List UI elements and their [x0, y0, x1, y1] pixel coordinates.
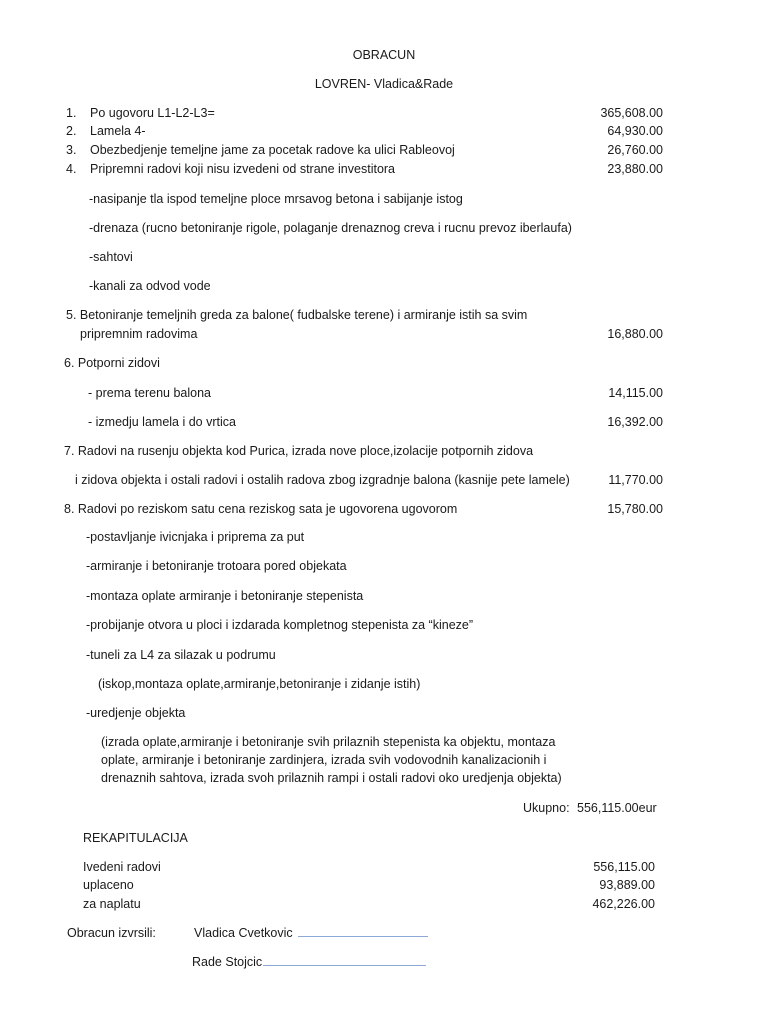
item5-line1: 5. Betoniranje temeljnih greda za balone( fudbalske terene) i armiranje istih sa svim [66, 308, 528, 322]
item-number: 3. [66, 143, 77, 157]
uredjenje-detail: drenaznih sahtova, izrada svoh prilaznih rampi i ostali radovi oko uredjenja objekta) [101, 771, 562, 785]
item-amount: 23,880.00 [607, 162, 663, 176]
item8-sub: -probijanje otvora u ploci i izdarada kompletnog stepenista za “kineze” [86, 618, 474, 632]
recap-amount: 462,226.00 [592, 897, 655, 911]
item8-line1: 8. Radovi po reziskom satu cena reziskog sata je ugovorena ugovorom [64, 502, 458, 516]
signer-name: Vladica Cvetkovic [194, 926, 293, 940]
item-amount: 26,760.00 [607, 143, 663, 157]
recap-label: Ivedeni radovi [83, 860, 161, 874]
item6-sub-amount: 14,115.00 [608, 386, 663, 400]
item6-title: 6. Potporni zidovi [64, 356, 160, 370]
signature-line [263, 965, 426, 966]
recap-title: REKAPITULACIJA [83, 831, 188, 845]
item8-amount: 15,780.00 [607, 502, 663, 516]
recap-amount: 93,889.00 [599, 878, 655, 892]
total-value: 556,115.00eur [577, 801, 657, 815]
item6-sub: - prema terenu balona [88, 386, 211, 400]
recap-label: uplaceno [83, 878, 134, 892]
item8-sub: -armiranje i betoniranje trotoara pored objekata [86, 559, 347, 573]
item7-amount: 11,770.00 [608, 473, 663, 487]
item4-sub: -sahtovi [89, 250, 133, 264]
item-number: 1. [66, 106, 77, 120]
item7-line2: i zidova objekta i ostali radovi i ostalih radova zbog izgradnje balona (kasnije pete lamele) [75, 473, 570, 487]
recap-label: za naplatu [83, 897, 141, 911]
document-subtitle: LOVREN- Vladica&Rade [314, 77, 454, 91]
item4-sub: -drenaza (rucno betoniranje rigole, polaganje drenaznog creva i rucnu prevoz iberlaufa) [89, 221, 572, 235]
item5-amount: 16,880.00 [607, 327, 663, 341]
signature-line [298, 936, 428, 937]
item-amount: 64,930.00 [607, 124, 663, 138]
item-number: 2. [66, 124, 77, 138]
item6-sub-amount: 16,392.00 [607, 415, 663, 429]
item4-sub: -kanali za odvod vode [89, 279, 211, 293]
uredjenje-detail: oplate, armiranje i betoniranje zardinjera, izrada svih vodovodnih kanalizacionih i [101, 753, 547, 767]
item8-sub: -montaza oplate armiranje i betoniranje stepenista [86, 589, 364, 603]
item8-sub: -postavljanje ivicnjaka i priprema za put [86, 530, 305, 544]
item4-sub: -nasipanje tla ispod temeljne ploce mrsavog betona i sabijanje istog [89, 192, 463, 206]
item-text: Lamela 4- [90, 124, 146, 138]
signer-name: Rade Stojcic [192, 955, 263, 969]
item7-line1: 7. Radovi na rusenju objekta kod Purica, izrada nove ploce,izolacije potpornih zidova [64, 444, 534, 458]
total-label: Ukupno: [523, 801, 570, 815]
tunel-detail: (iskop,montaza oplate,armiranje,betoniranje i zidanje istih) [98, 677, 421, 691]
signatures-label: Obracun izvrsili: [67, 926, 156, 940]
item5-line2: pripremnim radovima [80, 327, 198, 341]
item-text: Po ugovoru L1-L2-L3= [90, 106, 215, 120]
item-number: 4. [66, 162, 77, 176]
item6-sub: - izmedju lamela i do vrtica [88, 415, 236, 429]
uredjenje-detail: (izrada oplate,armiranje i betoniranje svih prilaznih stepenista ka objektu, montaza [101, 735, 556, 749]
document-title: OBRACUN [352, 48, 416, 62]
uredjenje-objekta: -uredjenje objekta [86, 706, 186, 720]
recap-amount: 556,115.00 [593, 860, 655, 874]
item-amount: 365,608.00 [600, 106, 663, 120]
item8-sub: -tuneli za L4 za silazak u podrumu [86, 648, 276, 662]
item-text: Pripremni radovi koji nisu izvedeni od strane investitora [90, 162, 396, 176]
item-text: Obezbedjenje temeljne jame za pocetak radove ka ulici Rableovoj [90, 143, 455, 157]
